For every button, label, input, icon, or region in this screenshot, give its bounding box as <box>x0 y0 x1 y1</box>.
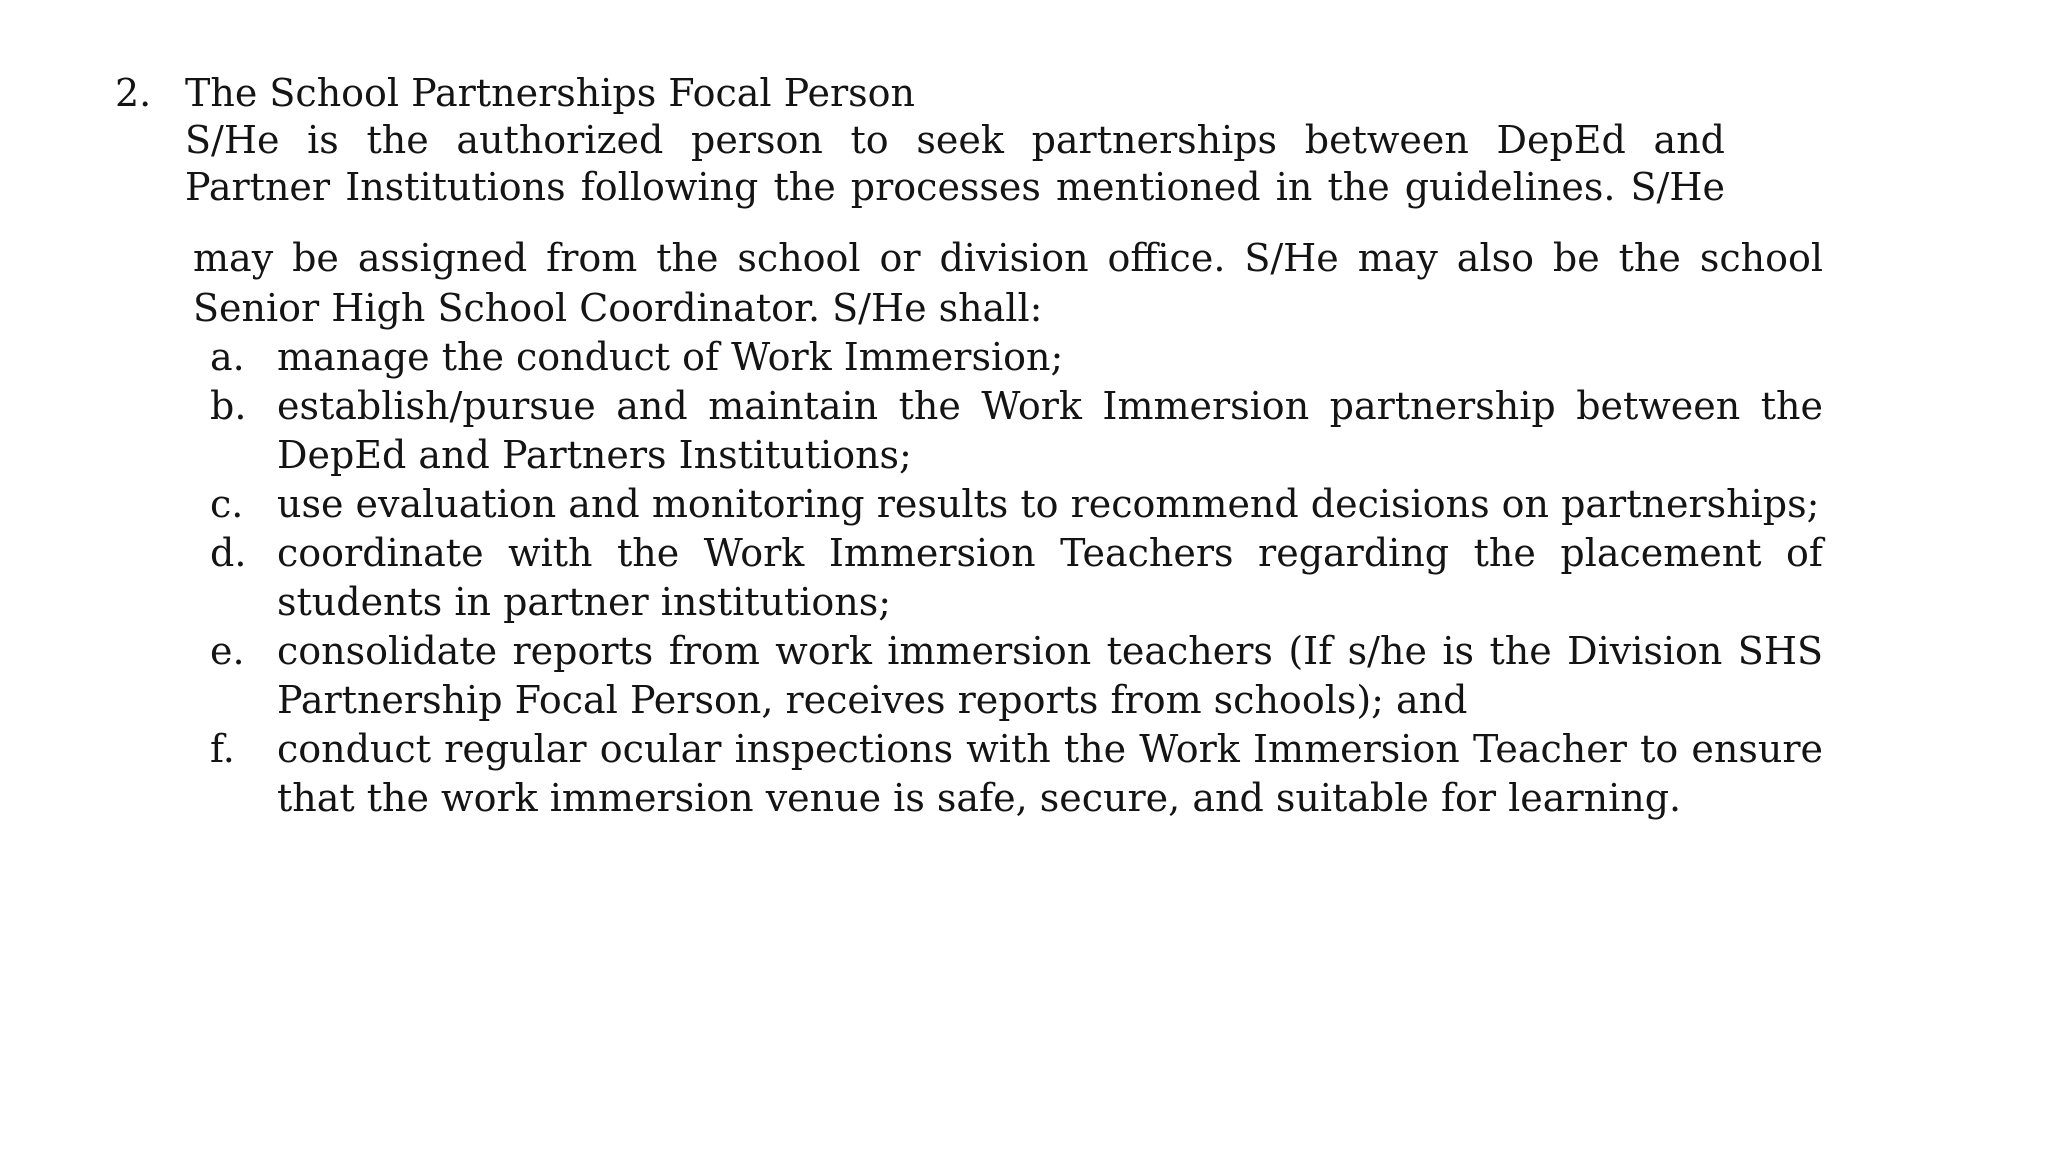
list-item-text: consolidate reports from work immersion teachers (If s/he is the Division SHS Partnership Focal Person, receives reports from schools); and <box>277 629 1823 722</box>
list-item-text: establish/pursue and maintain the Work Immersion partnership between the DepEd and Partners Institutions; <box>277 384 1823 477</box>
list-item-text: conduct regular ocular inspections with the Work Immersion Teacher to ensure that the work immersion venue is safe, secure, and suitable for learning. <box>277 727 1823 820</box>
list-item-letter: c. <box>210 482 244 526</box>
section-heading: The School Partnerships Focal Person <box>185 71 915 115</box>
list-item <box>193 480 1823 529</box>
list-item-letter: d. <box>210 531 247 575</box>
section-number: 2. <box>115 71 152 115</box>
list-item-letter: e. <box>210 629 245 673</box>
list-item <box>193 725 1823 823</box>
list-item-text: manage the conduct of Work Immersion; <box>277 335 1064 379</box>
list-item-text: coordinate with the Work Immersion Teachers regarding the placement of students in partner institutions; <box>277 531 1823 624</box>
list-item-letter: a. <box>210 335 245 379</box>
duties-list <box>193 333 1823 823</box>
intro-line-1: S/He is the authorized person to seek partnerships between DepEd and <box>185 118 1725 162</box>
list-item <box>193 382 1823 480</box>
intro-line-2: Partner Institutions following the processes mentioned in the guidelines. S/He <box>185 165 1725 209</box>
list-item <box>193 529 1823 627</box>
list-item <box>193 333 1823 382</box>
list-item-letter: b. <box>210 384 247 428</box>
list-item <box>193 627 1823 725</box>
continuation-paragraph: may be assigned from the school or division office. S/He may also be the school Senior High School Coordinator. S/He shall: <box>193 236 1823 330</box>
list-item-letter: f. <box>210 727 235 771</box>
list-item-text: use evaluation and monitoring results to recommend decisions on partnerships; <box>277 482 1820 526</box>
